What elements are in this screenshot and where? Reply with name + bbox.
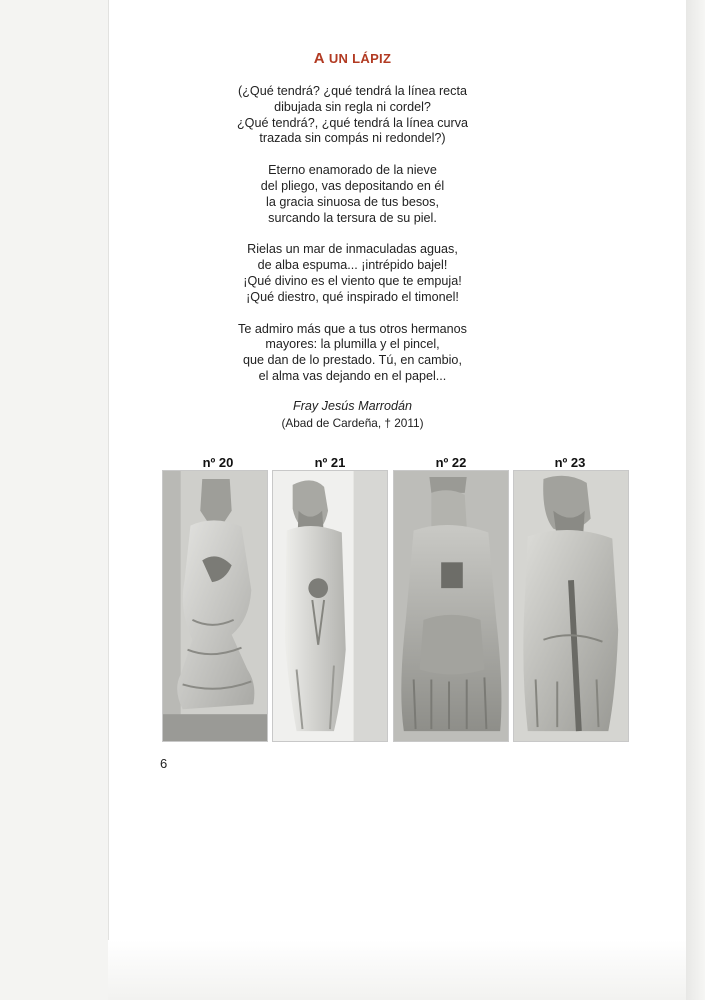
stanza-3	[0, 242, 705, 305]
verse-line: surcando la tersura de su piel.	[268, 210, 437, 225]
poem-title-initial: A	[313, 50, 325, 67]
stanza-1	[0, 84, 705, 147]
page-bottom-edge	[108, 940, 686, 1000]
verse-line: Te admiro más que a tus otros hermanos	[238, 321, 467, 336]
verse-line: mayores: la plumilla y el pincel,	[265, 337, 440, 352]
sculpture-photo-20	[162, 470, 268, 742]
poem-title-rest: UN LÁPIZ	[328, 51, 392, 66]
sculpture-photo-23	[513, 470, 629, 742]
sculpture-photo-21	[272, 470, 388, 742]
poem-author-note: (Abad de Cardeña, † 2011)	[281, 416, 424, 430]
verse-line: (¿Qué tendrá? ¿qué tendrá la línea recta	[238, 84, 467, 98]
verse-line: de alba espuma... ¡intrépido bajel!	[257, 258, 448, 273]
verse-line: Rielas un mar de inmaculadas aguas,	[247, 242, 458, 257]
verse-line: que dan de lo prestado. Tú, en cambio,	[243, 353, 462, 368]
verse-line: el alma vas dejando en el papel...	[258, 368, 447, 383]
verse-line: dibujada sin regla ni cordel?	[274, 99, 431, 114]
verse-line: Eterno enamorado de la nieve	[268, 163, 437, 178]
verse-line: ¡Qué divino es el viento que te empuja!	[243, 273, 462, 288]
poem-author: Fray Jesús Marrodán	[293, 399, 412, 413]
verse-line: ¡Qué diestro, qué inspirado el timonel!	[246, 289, 459, 304]
verse-line: del pliego, vas depositando en él	[260, 178, 445, 193]
figure-label-23: nº 23	[554, 455, 586, 470]
poem-title	[0, 50, 705, 67]
verse-line: la gracia sinuosa de tus besos,	[266, 194, 439, 209]
poem-body	[0, 84, 705, 401]
stanza-4	[0, 322, 705, 385]
figure-label-21: nº 21	[314, 455, 346, 470]
page-number: 6	[160, 756, 168, 771]
figure-label-22: nº 22	[435, 455, 467, 470]
stanza-2	[0, 163, 705, 226]
figure-label-20: nº 20	[202, 455, 234, 470]
verse-line: ¿Qué tendrá?, ¿qué tendrá la línea curva	[236, 115, 469, 130]
sculpture-photo-22	[393, 470, 509, 742]
verse-line: trazada sin compás ni redondel?)	[259, 131, 446, 146]
